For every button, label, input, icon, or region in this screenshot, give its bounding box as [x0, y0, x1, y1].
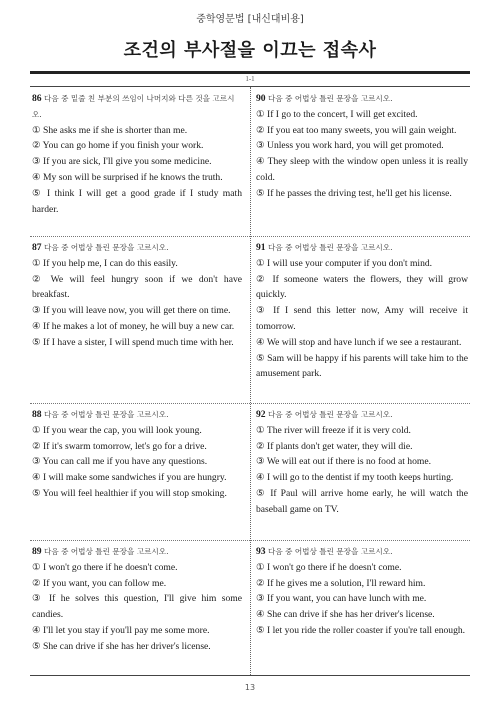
answer-option[interactable]: ④ I'll let you stay if you'll pay me some more. [32, 624, 210, 636]
question-prompt: 다음 중 어법상 틀린 문장을 고르시오. [268, 243, 393, 252]
answer-option[interactable]: ① If you wear the cap, you will look young. [32, 424, 202, 436]
page-number: 13 [244, 683, 256, 692]
question-number: 89 [32, 546, 42, 557]
answer-option[interactable]: ① The river will freeze if it is very cold. [256, 424, 411, 436]
question-number: 88 [32, 409, 42, 420]
answer-option[interactable]: ④ My son will be surprised if he knows the truth. [32, 171, 223, 183]
question-header [256, 240, 468, 256]
answer-option[interactable]: ④ They sleep with the window open unless it is really cold. [256, 156, 469, 183]
question-number: 87 [32, 242, 42, 253]
question-number: 91 [256, 242, 266, 253]
answer-option[interactable]: ③ We will eat out if there is no food at home. [256, 456, 431, 468]
row-divider [30, 236, 470, 237]
answer-option[interactable]: ③ If you want, you can have lunch with me. [256, 593, 427, 605]
question-89 [32, 544, 242, 655]
page-title: 조건의 부사절을 이끄는 접속사 [123, 40, 377, 61]
answer-option[interactable]: ③ If he solves this question, I'll give him some candies. [32, 593, 242, 621]
question-87 [32, 240, 242, 351]
question-header [32, 91, 242, 123]
title-divider [30, 71, 470, 74]
question-88 [32, 407, 242, 502]
question-prompt: 다음 중 어법상 틀린 문장을 고르시오. [44, 410, 169, 419]
answer-option[interactable]: ⑤ She can drive if she has her driver's license. [32, 640, 211, 652]
question-93 [256, 544, 468, 639]
answer-option[interactable]: ② If you eat too many sweets, you will gain weight. [256, 124, 457, 136]
answer-option[interactable]: ② You can go home if you finish your work. [32, 140, 204, 152]
answer-option[interactable]: ⑤ I think I will get a good grade if I study math harder. [32, 187, 242, 215]
question-number: 90 [256, 93, 266, 104]
question-86 [32, 91, 242, 217]
answer-option[interactable]: ① She asks me if she is shorter than me. [32, 124, 188, 136]
column-divider [250, 87, 251, 675]
answer-option[interactable]: ③ If you will leave now, you will get there on time. [32, 305, 231, 317]
question-number: 86 [32, 93, 42, 104]
question-header [32, 407, 242, 423]
answer-option[interactable]: ③ Unless you work hard, you will get promoted. [256, 140, 444, 152]
question-grid [30, 86, 470, 676]
answer-option[interactable]: ② If someone waters the flowers, they will grow quickly. [256, 273, 468, 301]
answer-option[interactable]: ② We will feel hungry soon if we don't have breakfast. [32, 273, 243, 301]
row-divider [30, 403, 470, 404]
answer-option[interactable]: ④ We will stop and have lunch if we see a restaurant. [256, 336, 462, 348]
question-header [256, 91, 468, 107]
subject-label: 중학영문법 [내신대비용] [196, 14, 304, 25]
question-prompt: 다음 중 어법상 틀린 문장을 고르시오. [268, 547, 393, 556]
answer-option[interactable]: ① If you help me, I can do this easily. [32, 257, 178, 269]
answer-option[interactable]: ③ If I send this letter now, Amy will receive it tomorrow. [256, 305, 468, 332]
question-header [256, 407, 468, 423]
section-code: 1-1 [245, 75, 255, 83]
answer-option[interactable]: ① I will use your computer if you don't mind. [256, 257, 433, 269]
answer-option[interactable]: ⑤ I let you ride the roller coaster if you're tall enough. [256, 624, 466, 636]
answer-option[interactable]: ③ You can call me if you have any questions. [32, 456, 208, 468]
question-number: 92 [256, 409, 266, 420]
answer-option[interactable]: ④ I will go to the dentist if my tooth keeps hurting. [256, 472, 454, 484]
question-prompt: 다음 중 어법상 틀린 문장을 고르시오. [268, 94, 393, 103]
answer-option[interactable]: ④ I will make some sandwiches if you are hungry. [32, 472, 227, 484]
question-header [256, 544, 468, 560]
answer-option[interactable]: ⑤ If he passes the driving test, he'll get his license. [256, 187, 452, 199]
answer-option[interactable]: ⑤ If I have a sister, I will spend much time with her. [32, 336, 234, 348]
question-header [32, 544, 242, 560]
answer-option[interactable]: ① If I go to the concert, I will get excited. [256, 108, 418, 120]
answer-option[interactable]: ② If you want, you can follow me. [32, 577, 167, 589]
answer-option[interactable]: ⑤ You will feel healthier if you will stop smoking. [32, 487, 227, 499]
answer-option[interactable]: ⑤ Sam will be happy if his parents will take him to the amusement park. [256, 352, 469, 380]
answer-option[interactable]: ① I won't go there if he doesn't come. [256, 561, 402, 573]
question-prompt: 다음 중 어법상 틀린 문장을 고르시오. [44, 243, 169, 252]
answer-option[interactable]: ① I won't go there if he doesn't come. [32, 561, 178, 573]
question-prompt: 다음 중 밑줄 친 부분의 쓰임이 나머지와 다른 것을 고르시오. [32, 94, 235, 119]
question-90 [256, 91, 468, 202]
question-91 [256, 240, 468, 382]
answer-option[interactable]: ⑤ If Paul will arrive home early, he will watch the baseball game on TV. [256, 487, 468, 515]
question-92 [256, 407, 468, 518]
answer-option[interactable]: ④ She can drive if she has her driver's license. [256, 609, 435, 621]
question-number: 93 [256, 546, 266, 557]
answer-option[interactable]: ② If he gives me a solution, I'll reward him. [256, 577, 426, 589]
answer-option[interactable]: ④ If he makes a lot of money, he will buy a new car. [32, 320, 235, 332]
question-header [32, 240, 242, 256]
answer-option[interactable]: ② If it's swarm tomorrow, let's go for a drive. [32, 440, 207, 452]
question-prompt: 다음 중 어법상 틀린 문장을 고르시오. [268, 410, 393, 419]
row-divider [30, 540, 470, 541]
answer-option[interactable]: ③ If you are sick, I'll give you some medicine. [32, 156, 212, 168]
answer-option[interactable]: ② If plants don't get water, they will die. [256, 440, 413, 452]
question-prompt: 다음 중 어법상 틀린 문장을 고르시오. [44, 547, 169, 556]
